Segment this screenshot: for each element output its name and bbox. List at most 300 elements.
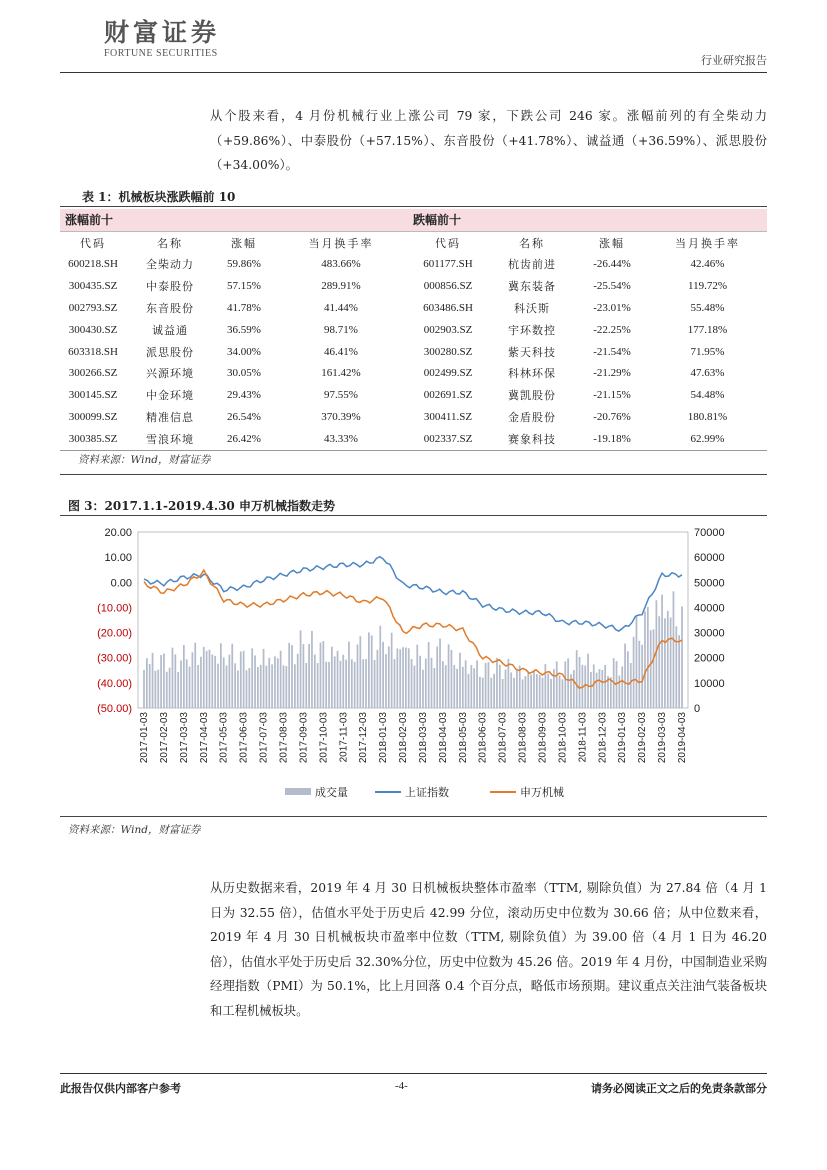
volume-bar	[468, 674, 470, 708]
footer-left-note: 此报告仅供内部客户参考	[60, 1082, 181, 1095]
volume-bar	[345, 660, 347, 708]
table-cell: 科林环保	[508, 367, 556, 381]
index-trend-chart	[60, 518, 767, 813]
volume-bar	[579, 657, 581, 708]
volume-bar	[451, 650, 453, 708]
table-cell: 483.66%	[321, 258, 361, 271]
volume-bar	[189, 667, 191, 708]
col-header: 代码	[435, 236, 461, 250]
table-cell: 47.63%	[690, 367, 725, 380]
x-tick-label: 2017-02-03	[158, 712, 170, 764]
table-cell: 26.42%	[214, 428, 274, 450]
table-cell: 161.42%	[321, 367, 361, 380]
volume-bar	[388, 646, 390, 708]
volume-bar	[200, 657, 202, 708]
left-axis-tick-label: (40.00)	[97, 677, 132, 690]
volume-bar	[448, 644, 450, 708]
volume-bar	[510, 672, 512, 708]
volume-bar	[231, 644, 233, 708]
volume-bar	[374, 660, 376, 708]
col-header: 代码	[80, 236, 106, 250]
volume-bar	[653, 629, 655, 708]
volume-bar	[661, 595, 663, 708]
volume-bar	[621, 666, 623, 708]
volume-bar	[283, 665, 285, 708]
volume-bar	[453, 665, 455, 708]
table-cell: 34.00%	[227, 345, 261, 358]
volume-bar	[371, 635, 373, 708]
volume-bar	[331, 647, 333, 708]
figure3-caption: 图 3：2017.1.1-2019.4.30 申万机械指数走势	[68, 499, 335, 513]
volume-bar	[177, 672, 179, 708]
table-cell: -23.01%	[593, 302, 631, 315]
volume-bar	[229, 655, 231, 708]
volume-bar	[462, 667, 464, 708]
losers-title: 跌幅前十	[408, 209, 767, 231]
table-cell: 002903.SZ	[423, 323, 473, 336]
volume-bar	[670, 617, 672, 708]
table-cell: 62.99%	[648, 428, 767, 450]
table1-top-rule	[60, 206, 767, 207]
volume-bar	[192, 652, 194, 708]
x-tick-label: 2017-07-03	[258, 712, 270, 764]
volume-bar	[246, 670, 248, 708]
figure3-bottom-rule	[60, 816, 767, 817]
volume-bar	[217, 664, 219, 708]
volume-bar	[436, 647, 438, 708]
report-type-label: 行业研究报告	[701, 54, 767, 67]
table-cell: 30.05%	[227, 367, 261, 380]
right-axis-tick-label: 10000	[694, 677, 725, 690]
table-cell: 71.95%	[690, 345, 725, 358]
volume-bar	[382, 642, 384, 708]
volume-bar	[160, 655, 162, 708]
volume-bar	[325, 662, 327, 708]
page-number: -4-	[395, 1080, 408, 1092]
x-tick-label: 2018-02-03	[398, 712, 410, 764]
table-cell: 36.59%	[227, 323, 261, 336]
volume-bar	[385, 654, 387, 708]
volume-bar	[194, 643, 196, 708]
col-header: 涨幅	[599, 236, 625, 250]
table-cell: 57.15%	[227, 280, 261, 293]
table-cell: 42.46%	[690, 258, 725, 271]
table-cell: 金盾股份	[508, 411, 556, 425]
table-cell: 002691.SZ	[423, 389, 473, 402]
table-cell: 98.71%	[324, 323, 358, 336]
volume-bar	[499, 665, 501, 708]
table-cell: 科沃斯	[514, 302, 550, 316]
table-cell: 精准信息	[146, 411, 194, 425]
col-header: 当月换手率	[675, 236, 740, 250]
x-tick-label: 2019-03-03	[657, 712, 669, 764]
volume-bar	[209, 650, 211, 708]
volume-bar	[442, 661, 444, 708]
table-cell: 雪浪环境	[126, 428, 214, 450]
table-cell: 300280.SZ	[423, 345, 473, 358]
x-tick-label: 2019-02-03	[637, 712, 649, 764]
volume-bar	[428, 642, 430, 708]
volume-bar	[146, 658, 148, 708]
volume-bar	[675, 626, 677, 708]
volume-bar	[300, 630, 302, 708]
volume-bar	[294, 664, 296, 708]
volume-bar	[593, 664, 595, 708]
x-tick-label: 2018-11-03	[577, 712, 589, 763]
volume-bar	[243, 651, 245, 708]
volume-bar	[601, 670, 603, 708]
table-cell: 180.81%	[687, 411, 728, 424]
volume-bar	[394, 659, 396, 708]
volume-bar	[584, 666, 586, 708]
x-tick-label: 2018-03-03	[417, 712, 429, 764]
volume-bar	[277, 658, 279, 708]
volume-bar	[362, 659, 364, 708]
table-cell: 119.72%	[687, 280, 727, 293]
logo-chinese: 财富证券	[104, 18, 221, 47]
volume-bar	[143, 670, 145, 708]
volume-bar	[624, 644, 626, 708]
volume-bar	[297, 654, 299, 708]
left-axis-tick-label: 20.00	[104, 527, 132, 539]
volume-bar	[260, 665, 262, 708]
legend-label: 上证指数	[405, 786, 449, 799]
volume-bar	[163, 653, 165, 708]
table-row	[60, 319, 767, 341]
right-axis-tick-label: 0	[694, 703, 701, 715]
volume-bar	[405, 648, 407, 708]
gainers-title: 涨幅前十	[60, 209, 408, 231]
volume-bar	[536, 674, 538, 708]
x-tick-label: 2018-08-03	[517, 712, 529, 764]
volume-bar	[439, 639, 441, 708]
volume-bar	[237, 670, 239, 708]
x-tick-label: 2017-10-03	[318, 712, 330, 764]
x-tick-label: 2018-10-03	[557, 712, 569, 764]
table-cell: 46.41%	[324, 345, 358, 358]
x-tick-label: 2018-12-03	[597, 712, 609, 764]
legend-swatch	[285, 788, 311, 795]
footer-right-note: 请务必阅读正文之后的免责条款部分	[591, 1082, 767, 1095]
volume-bar	[351, 659, 353, 708]
table-cell: 29.43%	[227, 389, 261, 402]
volume-bar	[485, 663, 487, 708]
volume-bar	[305, 663, 307, 708]
header-divider	[60, 72, 767, 73]
volume-bar	[567, 658, 569, 708]
volume-bar	[610, 677, 612, 708]
company-logo	[104, 18, 244, 59]
volume-bar	[317, 663, 319, 708]
volume-bar	[157, 670, 159, 708]
volume-bar	[408, 648, 410, 708]
volume-bar	[681, 606, 683, 708]
volume-bar	[149, 664, 151, 708]
volume-bar	[673, 591, 675, 708]
volume-bar	[519, 666, 521, 708]
right-axis-tick-label: 30000	[694, 627, 725, 640]
volume-bar	[314, 655, 316, 708]
volume-bar	[533, 671, 535, 708]
table-cell: -21.54%	[593, 345, 631, 358]
volume-bar	[513, 678, 515, 708]
volume-bar	[433, 668, 435, 708]
table-cell: 41.78%	[227, 302, 261, 315]
volume-bar	[488, 662, 490, 708]
volume-bar	[308, 644, 310, 708]
volume-bar	[650, 630, 652, 708]
volume-bar	[604, 665, 606, 708]
volume-bar	[564, 661, 566, 708]
volume-bar	[590, 672, 592, 708]
volume-bar	[342, 655, 344, 708]
figure3-source: 资料来源：Wind，财富证券	[68, 824, 201, 836]
volume-bar	[416, 645, 418, 708]
x-tick-label: 2017-04-03	[198, 712, 210, 764]
table-cell: 43.33%	[274, 428, 408, 450]
volume-bar	[379, 626, 381, 708]
volume-bar	[456, 669, 458, 708]
volume-bar	[214, 656, 216, 708]
volume-bar	[525, 676, 527, 708]
volume-bar	[425, 659, 427, 708]
x-tick-label: 2017-06-03	[238, 712, 250, 764]
table-cell: 300385.SZ	[60, 428, 126, 450]
ranking-table	[60, 209, 767, 451]
table-cell: 59.86%	[227, 258, 261, 271]
table-row	[60, 254, 767, 276]
x-tick-label: 2018-09-03	[537, 712, 549, 764]
table-cell: 兴源环境	[146, 367, 194, 381]
x-tick-label: 2017-12-03	[358, 712, 370, 764]
volume-bar	[576, 650, 578, 708]
left-axis-tick-label: (20.00)	[97, 627, 132, 640]
table1-source: 资料来源：Wind，财富证券	[78, 454, 211, 466]
table-cell: 赛象科技	[488, 428, 576, 450]
col-header: 名称	[519, 236, 545, 250]
table-row	[60, 275, 767, 297]
volume-bar	[431, 658, 433, 708]
figure3-top-rule	[60, 515, 767, 516]
volume-bar	[530, 674, 532, 708]
table-cell: 002793.SZ	[68, 302, 118, 315]
table-cell: -25.54%	[593, 280, 631, 293]
table-cell: 603318.SH	[68, 345, 118, 358]
table-cell: 诚益通	[152, 323, 188, 337]
left-axis-tick-label: (10.00)	[97, 602, 132, 615]
col-header: 涨幅	[231, 236, 257, 250]
volume-bar	[490, 678, 492, 708]
table-cell: 002337.SZ	[408, 428, 488, 450]
table-cell: 300435.SZ	[68, 280, 118, 293]
volume-bar	[402, 647, 404, 708]
table-cell: 603486.SH	[423, 302, 473, 315]
volume-bar	[357, 644, 359, 708]
table1-bottom-rule	[60, 474, 767, 475]
right-axis-tick-label: 40000	[694, 602, 725, 615]
x-tick-label: 2017-08-03	[278, 712, 290, 764]
volume-bar	[459, 653, 461, 708]
volume-bar	[280, 651, 282, 708]
table-cell: 600218.SH	[68, 258, 118, 271]
table-cell: 冀东装备	[508, 280, 556, 294]
volume-bar	[248, 668, 250, 708]
volume-bar	[527, 672, 529, 708]
volume-bar	[211, 655, 213, 708]
volume-bar	[166, 672, 168, 708]
volume-bar	[516, 669, 518, 708]
right-axis-tick-label: 50000	[694, 577, 725, 590]
volume-bar	[641, 645, 643, 708]
x-tick-label: 2017-05-03	[218, 712, 230, 764]
table-cell: 300099.SZ	[68, 411, 118, 424]
legend-label: 成交量	[315, 786, 348, 799]
volume-bar	[226, 665, 228, 708]
volume-bar	[422, 670, 424, 708]
volume-bar	[414, 666, 416, 708]
volume-bar	[266, 666, 268, 708]
volume-bar	[220, 643, 222, 708]
volume-bar	[337, 651, 339, 708]
volume-bar	[396, 648, 398, 708]
table-cell: -26.44%	[593, 258, 631, 271]
x-tick-label: 2017-03-03	[178, 712, 190, 764]
table-cell: 宇环数控	[508, 323, 556, 337]
volume-bar	[573, 670, 575, 708]
x-tick-label: 2018-07-03	[497, 712, 509, 764]
volume-bar	[334, 656, 336, 708]
volume-bar	[411, 659, 413, 708]
table-cell: 177.18%	[687, 323, 728, 336]
volume-bar	[596, 673, 598, 708]
x-tick-label: 2018-04-03	[437, 712, 449, 764]
volume-bar	[479, 677, 481, 708]
volume-bar	[251, 648, 253, 708]
x-tick-label: 2018-05-03	[457, 712, 469, 764]
volume-bar	[183, 645, 185, 708]
table-row	[60, 341, 767, 363]
x-tick-label: 2017-01-03	[139, 712, 150, 764]
volume-bar	[470, 665, 472, 708]
footer-divider	[60, 1073, 767, 1074]
intro-paragraph: 从个股来看，4 月份机械行业上涨公司 79 家，下跌公司 246 家。涨幅前列的有全柴动力（+59.86%）、中泰股份（+57.15%）、东音股份（+41.78%）、诚益通（+36.59%）、派思股份（+34.00%）。	[210, 109, 767, 172]
volume-bar	[505, 670, 507, 708]
volume-bar	[240, 652, 242, 708]
volume-bar	[630, 663, 632, 708]
volume-bar	[268, 658, 270, 708]
table-cell: -21.15%	[593, 389, 631, 402]
left-axis-tick-label: 0.00	[110, 577, 132, 590]
col-header: 名称	[157, 236, 183, 250]
volume-bar	[399, 649, 401, 708]
table-cell: 全柴动力	[146, 258, 194, 272]
volume-bar	[206, 651, 208, 708]
logo-english: FORTUNE SECURITIES	[104, 48, 218, 59]
x-tick-label: 2017-11-03	[338, 712, 350, 763]
volume-bar	[556, 661, 558, 708]
col-header: 当月换手率	[308, 236, 374, 250]
table-group-header	[60, 209, 767, 231]
volume-bar	[667, 611, 669, 708]
table-cell: 300145.SZ	[68, 389, 118, 402]
volume-bar	[678, 635, 680, 708]
volume-bar	[172, 648, 174, 708]
table-cell: 97.55%	[324, 389, 358, 402]
volume-bar	[493, 674, 495, 708]
volume-bar	[391, 633, 393, 708]
volume-bar	[155, 671, 157, 708]
volume-bar	[522, 679, 524, 708]
volume-bar	[419, 656, 421, 708]
left-axis-tick-label: (50.00)	[97, 703, 132, 715]
volume-bar	[547, 674, 549, 708]
table1-caption: 表 1：机械板块涨跌幅前 10	[82, 190, 236, 204]
right-axis-tick-label: 20000	[694, 652, 725, 665]
table-cell: 41.44%	[324, 302, 358, 315]
volume-bar	[539, 675, 541, 708]
volume-bar	[223, 657, 225, 708]
table-cell: 300266.SZ	[68, 367, 118, 380]
table-row	[60, 406, 767, 428]
table-cell: 杭齿前进	[508, 258, 556, 272]
table-cell: 东音股份	[146, 302, 194, 316]
table-cell: -19.18%	[576, 428, 648, 450]
table-cell: 55.48%	[690, 302, 725, 315]
volume-bar	[627, 651, 629, 708]
volume-bar	[599, 669, 601, 708]
right-axis-tick-label: 60000	[694, 552, 725, 565]
table-cell: 54.48%	[690, 389, 725, 402]
volume-bar	[271, 664, 273, 708]
volume-bar	[274, 656, 276, 708]
x-tick-label: 2019-04-03	[677, 712, 688, 764]
volume-bar	[542, 678, 544, 708]
table-row	[60, 384, 767, 406]
volume-bar	[254, 655, 256, 708]
table-cell: 冀凯股份	[508, 389, 556, 403]
table-cell: 300411.SZ	[423, 411, 473, 424]
volume-bar	[664, 618, 666, 708]
table-cell: 601177.SH	[423, 258, 473, 271]
left-axis-tick-label: (30.00)	[97, 652, 132, 665]
table-cell: 300430.SZ	[68, 323, 118, 336]
table-cell: 紫天科技	[508, 345, 556, 359]
analysis-paragraph: 从历史数据来看，2019 年 4 月 30 日机械板块整体市盈率（TTM, 剔除负值）为 27.84 倍（4 月 1 日为 32.55 倍），估值水平处于历史后 42.99 分位，滚动历史中位数为 30.66 倍；从中位数来看，2019 年 4 月 30 日机械板块市盈率中位数（TTM, 剔除负值）为 39.00 倍（4 月 1 日为 46.20 倍），估值水平处于历史后 32.30%分位，历史中位数为 45.26 倍。2019 年 4 月份，中国制造业采购经理指数（PMI）为 50.1%，比上月回落 0.4 个百分点，略低市场预期。建议重点关注油气装备板块和工程机械板块。	[210, 881, 767, 1018]
volume-bar	[465, 660, 467, 708]
volume-bar	[365, 659, 367, 708]
x-tick-label: 2018-01-03	[378, 712, 390, 764]
volume-bar	[496, 658, 498, 708]
volume-bar	[234, 663, 236, 708]
table-row	[60, 297, 767, 319]
volume-bar	[544, 664, 546, 708]
volume-bar	[636, 617, 638, 708]
volume-bar	[257, 667, 259, 708]
volume-bar	[507, 659, 509, 708]
volume-bar	[502, 679, 504, 708]
volume-bar	[587, 654, 589, 708]
table-row	[60, 428, 767, 450]
table-cell: 000856.SZ	[423, 280, 473, 293]
volume-bar	[633, 637, 635, 708]
volume-bar	[644, 612, 646, 708]
volume-bar	[340, 661, 342, 708]
right-axis-tick-label: 70000	[694, 527, 725, 539]
volume-bar	[186, 659, 188, 708]
volume-bar	[638, 641, 640, 708]
volume-bar	[348, 642, 350, 708]
volume-bar	[476, 661, 478, 708]
